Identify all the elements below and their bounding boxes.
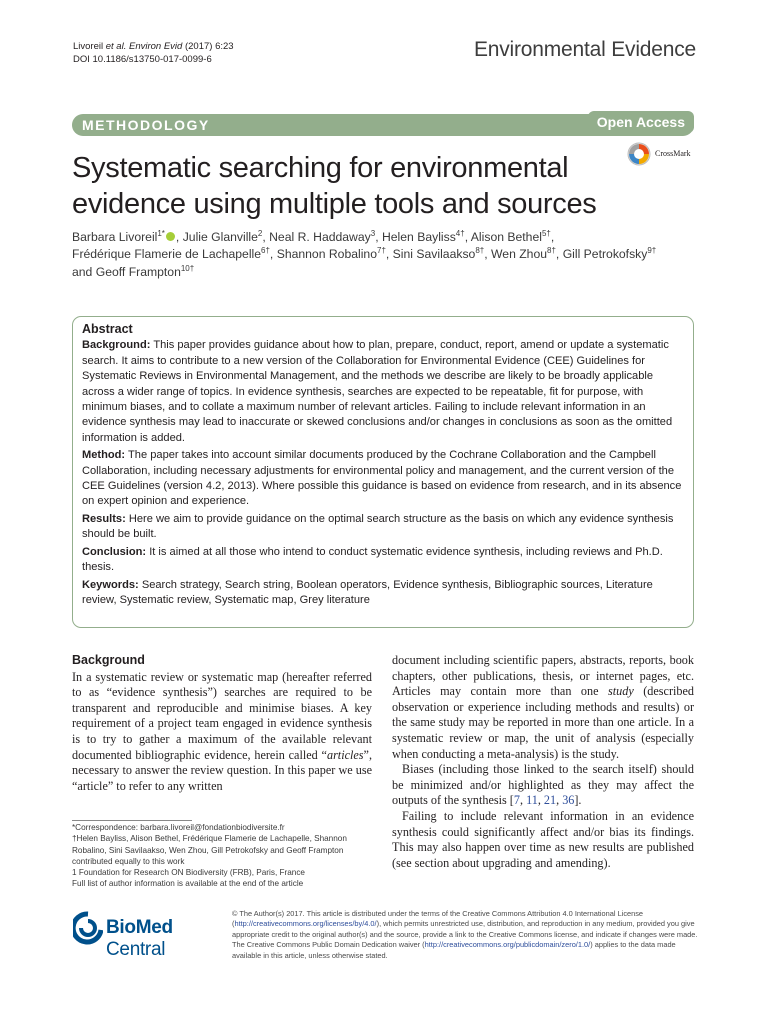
public-domain-link[interactable]: http://creativecommons.org/publicdomain/zero/1.0/ xyxy=(424,940,591,950)
license-text: ) applies to the data made available in this article, unless otherwise stated. xyxy=(232,940,676,960)
author-name: , Alison Bethel xyxy=(464,230,542,244)
author-name: , Shannon Robalino xyxy=(269,247,377,262)
body-paragraph: Biases (including those linked to the search itself) should be minimized and/or highlighted as they may affect the outputs of the synthesis [7, 11, 21, 36]. xyxy=(392,762,694,808)
abstract-background xyxy=(82,338,686,446)
abstract-method xyxy=(82,448,686,510)
equal-contribution-note: †Helen Bayliss, Alison Bethel, Frédérique Flamerie de Lachapelle, Shannon Robalino, Sini Savilaakso, Wen Zhou, Gill Petrokofsky and Geoff Frampton contributed equally to this work xyxy=(72,834,347,866)
body-right-column xyxy=(392,653,694,871)
crossmark-icon xyxy=(627,142,651,166)
biomed-central-wordmark xyxy=(106,917,223,961)
article-type-label: METHODOLOGY xyxy=(82,117,210,133)
author-name: and Geoff Frampton xyxy=(72,264,181,279)
license-text: ), which permits unrestricted use, distribution, and reproduction in any medium, provided you give appropriate credit to the original author(s) and the source, provide a link to the Creative Commons license, and indicate if changes were made. The Creative Commons Public Domain Dedication waiver ( xyxy=(232,919,698,950)
abstract-results-text: Here we aim to provide guidance on the optimal search structure as the basis on which any evidence synthesis should be built. xyxy=(82,512,674,541)
citation-authors: Livoreil xyxy=(73,41,106,52)
citation-line xyxy=(73,40,234,53)
body-paragraph: Failing to include relevant information in an evidence synthesis could significantly affect and/or bias its findings. This may also happen over time as new results are published (see section about upgrading and amending). xyxy=(392,808,694,870)
abstract-results xyxy=(82,512,686,543)
author-name: , Helen Bayliss xyxy=(375,230,456,244)
license-link[interactable]: http://creativecommons.org/licenses/by/4.0/ xyxy=(234,919,377,929)
body-text: document including scientific papers, abstracts, reports, book chapters, other publications, thesis, or internet pages, etc. Articles may contain more than one xyxy=(392,653,694,699)
biomed-logo-icon xyxy=(73,910,103,946)
abstract-conclusion-text: It is aimed at all those who intend to conduct systematic evidence synthesis, including reviews and Ph.D. thesis. xyxy=(82,545,663,574)
abstract-background-label: Background: xyxy=(82,339,151,352)
citation-link[interactable]: 11 xyxy=(526,793,538,808)
author-name: Frédérique Flamerie de Lachapelle xyxy=(72,247,262,262)
author-affiliation: 10† xyxy=(180,263,195,273)
author-affiliation: 8† xyxy=(547,246,556,256)
body-text: ]. xyxy=(574,793,582,808)
license-notice xyxy=(232,909,698,961)
emphasis-study: study xyxy=(608,684,634,699)
section-heading-background: Background xyxy=(72,653,145,667)
footnotes xyxy=(72,822,372,890)
abstract-box xyxy=(72,316,694,628)
citation-link[interactable]: 21 xyxy=(543,793,557,808)
citation-link[interactable]: 36 xyxy=(562,793,575,808)
author-affiliation: 9† xyxy=(647,246,657,256)
abstract-results-label: Results: xyxy=(82,512,126,525)
body-paragraph xyxy=(392,653,694,762)
citation-year: (2017) 6:23 xyxy=(182,41,234,52)
author-affiliation: 1* xyxy=(157,228,165,238)
abstract-heading: Abstract xyxy=(82,322,133,336)
author-affiliation: 8† xyxy=(475,246,485,256)
body-left-column xyxy=(72,653,372,794)
emphasis-articles: articles xyxy=(326,747,364,762)
crossmark-label: CrossMark xyxy=(655,149,691,158)
footnote-divider xyxy=(72,820,192,821)
keywords-text: Search strategy, Search string, Boolean operators, Evidence synthesis, Bibliographic sources, Literature review, Systematic review, Systematic map, Grey literature xyxy=(82,578,653,606)
body-text: In a systematic review or systematic map (hereafter referred to as “evidence synthesis”) searches are required to be transparent and reproducible and minimise biases. A key requirement of a project team engaged in evidence synthesis is to try to gather a maximum of the available relevant documented bibliographic evidence, herein called “ xyxy=(72,669,372,762)
wordmark-central: Central xyxy=(106,939,166,960)
abstract-background-text: This paper provides guidance about how to plan, prepare, conduct, report, amend or update a systematic search. It aims to contribute to a new version of the Collaboration for Environmental Evidence (CEE) Guidelines for Systematic Reviews in Environmental Management, and the methods we describe are likely to be broadly applicable across a wider range of topics. In evidence synthesis, searches are expected to be repeatable, fit for purpose, with minimum biases, and to collate a maximum number of relevant articles. Failing to include relevant information in an evidence synthesis may lead to inaccurate or skewed conclusions and/or changes in conclusions as soon as the omitted information is added. xyxy=(82,339,673,444)
author-line-1 xyxy=(72,229,702,246)
affiliation-note: 1 Foundation for Research ON Biodiversity (FRB), Paris, France xyxy=(72,868,305,878)
wordmark-biomed: BioMed xyxy=(106,917,173,938)
author-info-note: Full list of author information is available at the end of the article xyxy=(72,879,304,889)
body-text: (described observation or experience including methods and results) or the same study may be reported in more than one article. In a systematic review or map, the unit of analysis (especially when conducting a meta-analysis) is the study. xyxy=(392,684,694,761)
license-text: © The Author(s) 2017. This article is distributed under the terms of the Creative Commons Attribution 4.0 International License ( xyxy=(232,909,644,929)
abstract-method-label: Method: xyxy=(82,449,126,462)
abstract-method-text: The paper takes into account similar documents produced by the Cochrane Collaboration and the Campbell Collaboration, including necessary adjustments for environmental policy and management, and the current version of the CEE Guidelines (version 4.2, 2013). Where possible this guidance is based on evidence from research, and in its absence on expert opinion and experience. xyxy=(82,449,682,508)
author-affiliation: 5† xyxy=(541,228,551,238)
author-affiliation: 4† xyxy=(455,228,465,238)
doi[interactable]: DOI 10.1186/s13750-017-0099-6 xyxy=(73,54,212,65)
citation-journal: et al. Environ Evid xyxy=(105,41,183,52)
citation-link[interactable]: 7 xyxy=(513,793,520,808)
author-line-2 xyxy=(72,246,702,263)
orcid-icon[interactable] xyxy=(166,232,175,241)
body-text: Biases (including those linked to the search itself) should be minimized and/or highlighted as they may affect the outputs of the synthesis [ xyxy=(392,762,694,808)
abstract-keywords xyxy=(82,578,686,609)
author-name: Barbara Livoreil xyxy=(72,230,158,244)
journal-name: Environmental Evidence xyxy=(473,38,696,61)
article-title: Systematic searching for environmental evidence using multiple tools and sources xyxy=(72,152,597,220)
correspondence-note: *Correspondence: barbara.livoreil@fondationbiodiversite.fr xyxy=(72,823,285,832)
section-bar xyxy=(72,114,694,136)
abstract-conclusion xyxy=(82,545,686,576)
biomed-central-logo[interactable] xyxy=(73,910,223,960)
body-paragraph xyxy=(72,670,372,795)
author-affiliation: 7† xyxy=(377,246,386,256)
author-line-3 xyxy=(72,264,702,281)
body-text: ”, necessary to answer the review question. In this paper we use “article” to refer to any written xyxy=(72,747,372,793)
author-affiliation: 2 xyxy=(257,228,263,238)
author-name: , Sini Savilaakso xyxy=(385,247,476,262)
citation-block xyxy=(73,40,234,66)
crossmark-button[interactable] xyxy=(627,142,707,166)
author-affiliation: 6† xyxy=(261,246,270,256)
keywords-label: Keywords: xyxy=(82,578,139,591)
abstract-conclusion-label: Conclusion: xyxy=(82,545,147,558)
author-name: , Julie Glanville xyxy=(175,230,258,244)
author-separator: , xyxy=(550,230,555,244)
author-list xyxy=(72,229,702,281)
author-name: , Gill Petrokofsky xyxy=(555,247,648,262)
open-access-badge: Open Access xyxy=(588,111,694,133)
author-name: , Wen Zhou xyxy=(484,247,548,262)
author-name: , Neal R. Haddaway xyxy=(262,230,371,244)
author-affiliation: 3 xyxy=(370,228,376,238)
